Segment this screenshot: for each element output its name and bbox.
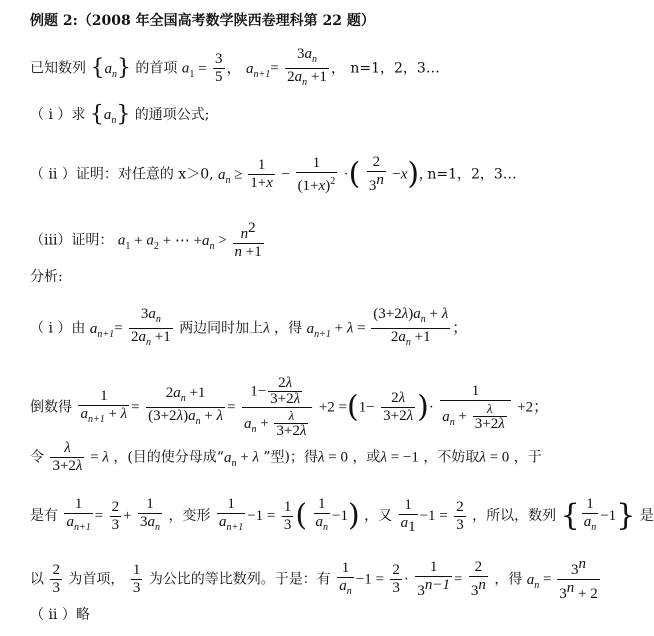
part-i-label: （ i ）求 <box>30 107 86 123</box>
analysis-heading: 分析: <box>30 269 63 285</box>
sol1-text1: 两边同时加上 <box>179 320 264 337</box>
sol4-label: 是有 <box>30 508 58 524</box>
sol1-text2: ，得 <box>274 320 303 337</box>
given-mid: 的首项 <box>135 60 178 77</box>
solution-step-1: （ i ）由 $a_{n+1}=$ $\frac{3a_n}{2a_n +1}$ 两边同时加上λ ，得 $a_{n+1} + \lambda$ = $\frac{(3+2\lambda)a_n + \lambda}{2a_n +1}$ ； <box>30 306 468 348</box>
solution-step-4: 是有 $\frac{1}{a_{n+1}}$ = $\frac{2}{3}$ + $\frac{1}{3a_n}$ ，变形 $\frac{1}{a_{n+1}}$ −1 = $\frac{1}{3}$ ( $\frac{1}{a_n}$ −1) ，又 $\frac{1}{a_1}$ −1 = $\frac{2}{3}$ ，所以，数列 { $\frac{1}{a_n}$ −1} 是 <box>30 496 654 535</box>
problem-title: 例题 2:（2008 年全国高考数学陕西卷理科第 22 题） <box>30 13 375 29</box>
part-i: （ i ）求 $\{a_n\}$ 的通项公式; <box>30 102 210 127</box>
part-i-text: 的通项公式; <box>134 107 210 123</box>
sol3-text3: ，或 <box>352 449 381 466</box>
sol3-text4: ，不妨取 <box>423 449 480 466</box>
sol4-text2: ，又 <box>364 508 393 524</box>
sol3-text1: ，(目的使分母成“ <box>113 449 224 466</box>
sol5-text1: 为首项， <box>68 571 125 588</box>
sol4-text4: 是 <box>639 508 654 524</box>
solution-step-2: 倒数得 $\frac{1}{a_{n+1} + \lambda}$ = $\frac{2a_n +1}{(3+2\lambda)a_n + \lambda}$ = 1− $\frac{2\lambda}{3+2\lambda}$ $a_n$ + $\frac{\lambda}{3+2\lambda}$ +2 =(1− $\frac{2\lambda}{3+2\lambda}$ )· 1 $a_n$ + $\frac{\lambda}{3+2\lambda}$ +2； <box>30 375 549 439</box>
sol3-text5: ，于 <box>513 449 542 466</box>
solution-step-3: 令 $\frac{\lambda}{3+2\lambda}$ = λ ，(目的使分母成“$a_n + \lambda$ ”型)；得λ = 0 ，或λ = −1 ，不妨取λ = 0 ，于 <box>30 440 542 474</box>
sol2-label: 倒数得 <box>30 399 72 416</box>
sol3-label: 令 <box>30 449 44 466</box>
sol5-text3: ，得 <box>494 571 523 588</box>
part-ii-label: （ ii ）证明：对任意的 x＞0, <box>30 166 214 183</box>
part-ii: （ ii ）证明：对任意的 x＞0, $a_n$ ≥ $\frac{1}{1+x}$ − $\frac{1}{(1+x)^2}$ ·( $\frac{2}{3^n}$ −x), n=1，2，3… <box>30 154 517 194</box>
sol4-text1: ，变形 <box>168 508 211 524</box>
sol5-text2: 为公比的等比数列。于是：有 <box>148 571 331 588</box>
sol4-text3: ，所以，数列 <box>472 508 557 524</box>
part-iii-label: （iii）证明： <box>30 232 114 249</box>
sol3-text2: ”型)；得 <box>263 449 319 466</box>
solution-step-5: 以 $\frac{2}{3}$ 为首项， $\frac{1}{3}$ 为公比的等比数列。于是：有 $\frac{1}{a_n}$ −1 = $\frac{2}{3}$ · $\frac{1}{3^{n-1}}$ = $\frac{2}{3^n}$ ，得 $a_n$ = $\frac{3^n}{3^n + 2}$ <box>30 556 598 602</box>
problem-given: 已知数列 $\{a_n\}$ 的首项 $a_1$ = $\frac{3}{5}$ ， $a_{n+1}=$ $\frac{3a_n}{2a_n +1}$ ， n=1，2，3… <box>30 46 440 88</box>
given-tail: n=1，2，3… <box>350 60 440 77</box>
sol1-label: （ i ）由 <box>30 320 86 337</box>
part-ii-tail: n=1，2，3… <box>427 166 517 183</box>
part-ii-solution-omitted: （ ii ）略 <box>30 607 90 623</box>
given-prefix: 已知数列 <box>30 60 86 77</box>
part-iii: （iii）证明： $a_1 + a_2$ + ⋯ $+a_n$ > $\frac{n^2}{n +1}$ <box>30 220 262 260</box>
sol5-label: 以 <box>30 571 44 588</box>
